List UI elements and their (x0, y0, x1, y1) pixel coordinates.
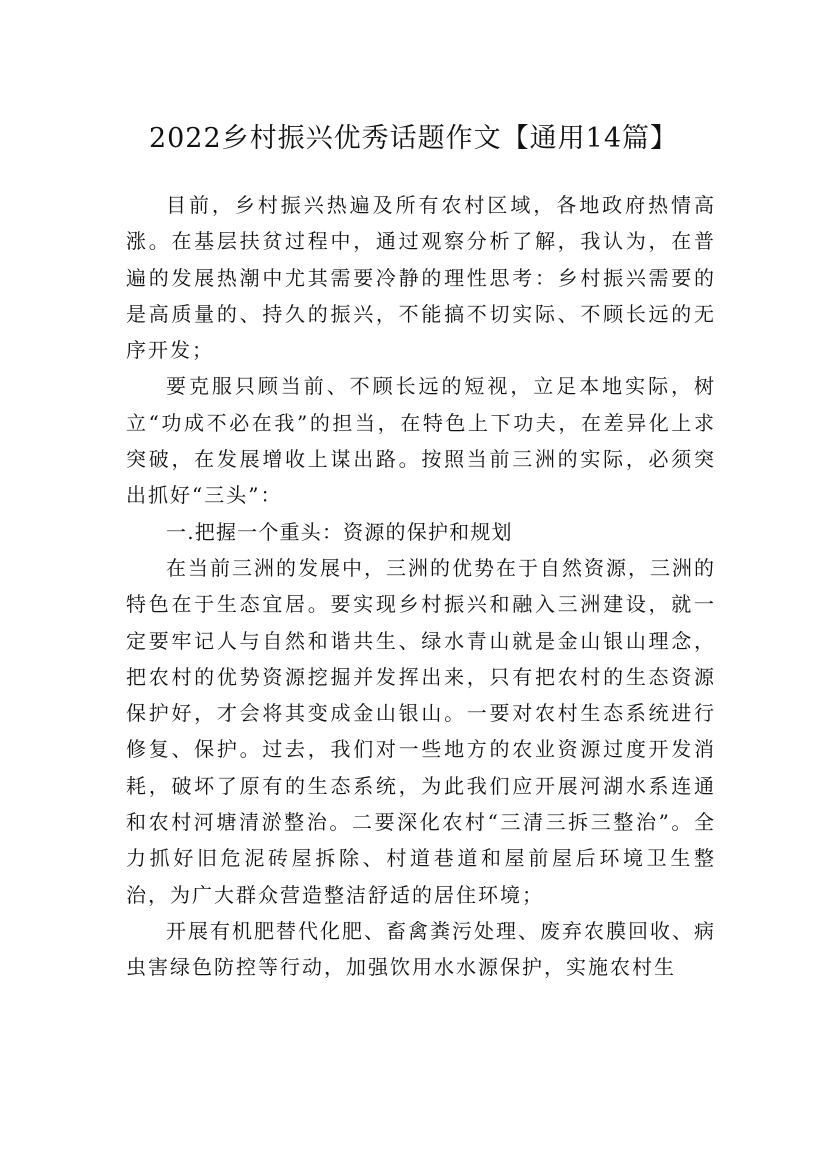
document-body (126, 187, 716, 986)
paragraph-intro: 目前，乡村振兴热遍及所有农村区域，各地政府热情高涨。在基层扶贫过程中，通过观察分析了解，我认为，在普遍的发展热潮中尤其需要冷静的理性思考：乡村振兴需要的是高质量的、持久的振兴，不能搞不切实际、不顾长远的无序开发； (126, 193, 716, 363)
paragraph-actions: 开展有机肥替代化肥、畜禽粪污处理、废弃农膜回收、病虫害绿色防控等行动，加强饮用水水源保护，实施农村生 (126, 918, 716, 980)
paragraph-resources: 在当前三洲的发展中，三洲的优势在于自然资源，三洲的特色在于生态宜居。要实现乡村振兴和融入三洲建设，就一定要牢记人与自然和谐共生、绿水青山就是金山银山理念，把农村的优势资源挖掘并发挥出来，只有把农村的生态资源保护好，才会将其变成金山银山。一要对农村生态系统进行修复、保护。过去，我们对一些地方的农业资源过度开发消耗，破坏了原有的生态系统，为此我们应开展河湖水系连通和农村河塘清淤整治。二要深化农村“三清三拆三整治”。全力抓好旧危泥砖屋拆除、村道巷道和屋前屋后环境卫生整治，为广大群众营造整洁舒适的居住环境； (126, 555, 716, 907)
document-title: 2022乡村振兴优秀话题作文【通用14篇】 (148, 123, 679, 155)
section-heading-resources: 一.把握一个重头：资源的保护和规划 (166, 519, 513, 544)
paragraph-three-heads: 要克服只顾当前、不顾长远的短视，立足本地实际，树立“功成不必在我”的担当，在特色上下功夫，在差异化上求突破，在发展增收上谋出路。按照当前三洲的实际，必须突出抓好“三头”： (126, 374, 716, 508)
